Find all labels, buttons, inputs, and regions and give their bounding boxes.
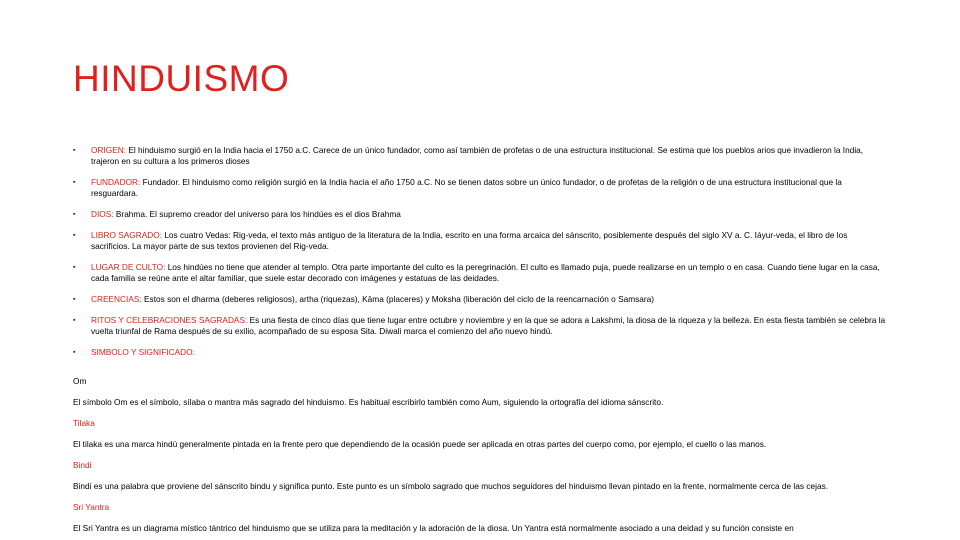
bullet-text: Estos son el dharma (deberes religiosos), artha (riquezas), Kāma (placeres) y Moksha (liberación del ciclo de la reencarnación o Samsara): [141, 294, 655, 304]
section-heading-tilaka: Tilaka: [73, 418, 95, 428]
bullet-label: LIBRO SAGRADO:: [91, 230, 163, 240]
bullet-label: SIMBOLO Y SIGNIFICADO:: [91, 347, 195, 357]
bullet-label: ORIGEN:: [91, 145, 127, 155]
bullet-label: CREENCIAS:: [91, 294, 142, 304]
bullet-text: Fundador. El hinduismo como religión surgió en la India hacia el año 1750 a.C. No se tienen datos sobre un único fundador, o de profetas de la religión o de una estructura institucional que la resguardara.: [91, 177, 842, 198]
bullet-origen: [73, 145, 888, 167]
bullet-lugar-de-culto: [73, 262, 888, 284]
section-text-om: El símbolo Om es el símbolo, sílaba o mantra más sagrado del hinduismo. Es habitual escribirlo también como Aum, siguiendo la ortografía del idioma sánscrito.: [73, 397, 664, 407]
bullet-text: Brahma. El supremo creador del universo para los hindúes es el dios Brahma: [113, 209, 401, 219]
bullet-label: DIOS:: [91, 209, 114, 219]
bullet-list: [73, 145, 888, 368]
bullet-text: Los hindúes no tiene que atender al templo. Otra parte importante del culto es la peregrinación. El culto es llamado puja, puede realizarse en un templo o en casa. Cuando tiene lugar en la casa, cada familia se reúne ante el altar familiar, que suele estar decorado con imágenes y estatuas de las deidades.: [91, 262, 880, 283]
bullet-text: Es una fiesta de cinco días que tiene lugar entre octubre y noviembre y en la que se adora a Lakshmi, la diosa de la riqueza y la belleza. En esta fiesta también se celebra la vuelta triunfal de Rama después de su exilio, acompañado de su esposa Sita. Diwali marca el comienzo del año nuevo hindú.: [91, 315, 886, 336]
bullet-text: El hinduismo surgió en la India hacia el 1750 a.C. Carece de un único fundador, como así también de profetas o de una estructura institucional. Se estima que los pueblos arios que invadieron la India, trajeron en su cultura a los primeros dioses: [91, 145, 864, 166]
section-heading-om: Om: [73, 376, 87, 386]
bullet-libro-sagrado: [73, 230, 888, 252]
symbols-section: [73, 376, 888, 540]
section-heading-bindi: Bindi: [73, 460, 92, 470]
section-heading-sri-yantra: Sri Yantra: [73, 502, 110, 512]
bullet-label: LUGAR DE CULTO:: [91, 262, 166, 272]
bullet-fundador: [73, 177, 888, 199]
bullet-label: RITOS Y CELEBRACIONES SAGRADAS:: [91, 315, 248, 325]
section-text-bindi: Bindi es una palabra que proviene del sánscrito bindu y significa punto. Este punto es un símbolo sagrado que muchos seguidores del hinduismo llevan pintado en la frente, normalmente cerca de las cejas.: [73, 481, 829, 491]
bullet-dios: [73, 209, 888, 220]
bullet-label: FUNDADOR:: [91, 177, 141, 187]
bullet-ritos: [73, 315, 888, 337]
bullet-creencias: [73, 294, 888, 305]
section-text-sri-yantra: El Sri Yantra es un diagrama místico tántrico del hinduismo que se utiliza para la meditación y la adoración de la diosa. Un Yantra está normalmente asociado a una deidad y su función consiste en: [73, 523, 794, 533]
section-text-tilaka: El tilaka es una marca hindú generalmente pintada en la frente pero que dependiendo de la ocasión puede ser aplicada en otras partes del cuerpo como, por ejemplo, el cuello o las manos.: [73, 439, 767, 449]
bullet-simbolo: [73, 347, 888, 358]
bullet-text: Los cuatro Vedas: Rig-veda, el texto más antiguo de la literatura de la India, escrito en una forma arcaica del sánscrito, posiblemente después del siglo XV a. C. Iáyur-veda, el libro de los sacrificios. La mayor parte de sus textos provienen del Rig-veda.: [91, 230, 848, 251]
slide-title: HINDUISMO: [73, 58, 290, 99]
